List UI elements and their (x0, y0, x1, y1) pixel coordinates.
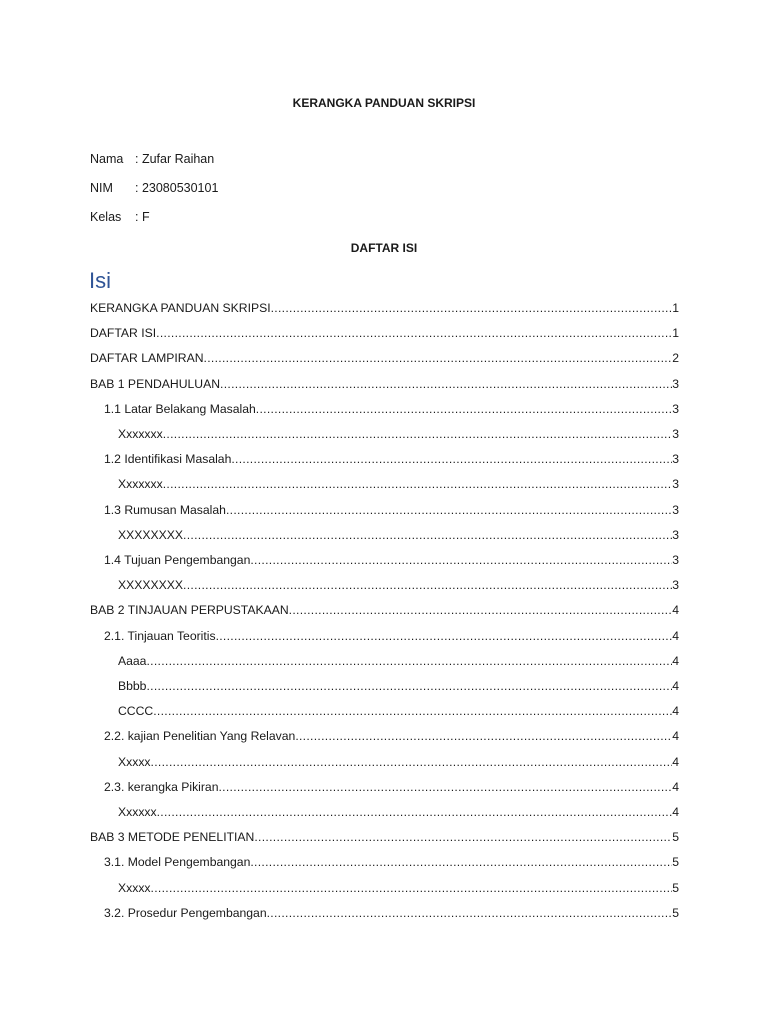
toc-entry-page-number: 2 (672, 351, 679, 366)
toc-entry[interactable] (118, 676, 679, 696)
toc-heading: DAFTAR ISI (350, 241, 418, 255)
toc-dot-leader (156, 323, 672, 343)
toc-entry[interactable] (118, 474, 679, 494)
toc-entry[interactable] (104, 399, 679, 419)
info-label: NIM (90, 181, 113, 195)
toc-entry[interactable] (104, 903, 679, 923)
toc-entry-page-number: 3 (672, 502, 679, 517)
toc-entry-text: BAB 1 PENDAHULUAN (90, 376, 221, 391)
toc-dot-leader (163, 424, 673, 444)
toc-entry[interactable] (90, 600, 679, 620)
toc-dot-leader (295, 726, 672, 746)
info-value: : 23080530101 (135, 181, 219, 195)
toc-entry-text: Aaaa (118, 653, 147, 668)
toc-entry-page-number: 4 (672, 679, 679, 693)
toc-entry-page-number: 3 (672, 553, 679, 567)
toc-entry[interactable] (104, 852, 679, 872)
toc-entry[interactable] (118, 525, 679, 545)
toc-entry[interactable] (104, 626, 679, 646)
toc-entry[interactable] (104, 726, 679, 746)
toc-entry-text: Xxxxx (118, 754, 151, 769)
toc-entry[interactable] (90, 374, 679, 394)
toc-dot-leader (219, 777, 673, 797)
toc-dot-leader (231, 449, 672, 469)
toc-entry-page-number: 5 (672, 880, 679, 895)
toc-entry-text: 1.3 Rumusan Masalah (104, 502, 226, 517)
toc-entry-page-number: 3 (672, 376, 679, 391)
toc-entry-page-number: 3 (672, 401, 679, 416)
info-row-nama (90, 152, 214, 166)
toc-entry-text: XXXXXXXX (118, 578, 184, 593)
toc-entry-page-number: 4 (672, 628, 679, 643)
toc-entry-page-number: 1 (672, 301, 679, 315)
toc-entry-text: Xxxxxx (118, 805, 157, 819)
toc-entry-page-number: 3 (672, 427, 679, 441)
toc-dot-leader (163, 474, 673, 494)
info-row-kelas (90, 210, 150, 224)
toc-dot-leader (289, 600, 673, 620)
toc-entry-text: DAFTAR LAMPIRAN (90, 351, 204, 366)
toc-dot-leader (226, 500, 672, 520)
toc-entry-text: 1.1 Latar Belakang Masalah (104, 401, 256, 416)
toc-entry-page-number: 5 (672, 905, 679, 920)
toc-dot-leader (146, 676, 672, 696)
toc-entry-text: 2.1. Tinjauan Teoritis (104, 628, 216, 643)
toc-entry[interactable] (118, 878, 679, 898)
toc-entry-page-number: 3 (672, 527, 679, 542)
toc-entry-page-number: 5 (672, 855, 679, 870)
toc-dot-leader (183, 525, 672, 545)
toc-entry[interactable] (90, 827, 679, 847)
toc-entry-page-number: 4 (672, 729, 679, 744)
toc-dot-leader (153, 701, 672, 721)
toc-entry-text: XXXXXXXX (118, 527, 184, 542)
toc-entry-text: 2.3. kerangka Pikiran (104, 779, 219, 794)
toc-entry-text: DAFTAR ISI (90, 326, 157, 341)
toc-entry[interactable] (118, 575, 679, 595)
toc-entry-text: 1.4 Tujuan Pengembangan (104, 553, 251, 567)
toc-entry-text: Bbbb (118, 679, 147, 693)
toc-entry-page-number: 3 (672, 578, 679, 593)
toc-entry-text: CCCC (118, 704, 154, 719)
toc-entry-page-number: 4 (672, 754, 679, 769)
toc-entry-page-number: 1 (672, 326, 679, 341)
toc-dot-leader (216, 626, 673, 646)
toc-dot-leader (183, 575, 672, 595)
toc-dot-leader (204, 348, 673, 368)
toc-dot-leader (146, 651, 672, 671)
toc-entry[interactable] (104, 777, 679, 797)
toc-dot-leader (157, 802, 673, 822)
toc-entry-text: KERANGKA PANDUAN SKRIPSI (90, 301, 271, 315)
toc-entry-page-number: 4 (672, 805, 679, 819)
toc-dot-leader (250, 550, 672, 570)
info-label: Nama (90, 152, 124, 166)
toc-entry[interactable] (90, 323, 679, 343)
toc-style-label: Isi (89, 268, 111, 293)
toc-entry-text: 1.2 Identifikasi Masalah (104, 452, 232, 467)
toc-entry[interactable] (104, 449, 679, 469)
toc-entry[interactable] (104, 550, 679, 570)
toc-entry-page-number: 4 (672, 779, 679, 794)
toc-dot-leader (250, 852, 672, 872)
toc-dot-leader (151, 878, 673, 898)
info-value: : Zufar Raihan (135, 152, 215, 166)
info-value: : F (135, 210, 150, 224)
toc-entry-page-number: 3 (672, 452, 679, 467)
toc-entry-page-number: 4 (672, 704, 679, 719)
toc-entry-text: 2.2. kajian Penelitian Yang Relavan (104, 729, 296, 744)
toc-entry-text: BAB 2 TINJAUAN PERPUSTAKAAN (90, 603, 289, 618)
toc-entry[interactable] (104, 500, 679, 520)
toc-dot-leader (151, 752, 673, 772)
toc-entry[interactable] (118, 802, 679, 822)
toc-dot-leader (254, 827, 672, 847)
toc-entry[interactable] (90, 348, 679, 368)
toc-dot-leader (220, 374, 672, 394)
toc-entry[interactable] (118, 651, 679, 671)
toc-entry-text: Xxxxxxx (118, 427, 163, 441)
toc-entry-page-number: 5 (672, 830, 679, 845)
document-title: KERANGKA PANDUAN SKRIPSI (292, 96, 476, 110)
toc-entry[interactable] (118, 752, 679, 772)
toc-entry[interactable] (118, 701, 679, 721)
toc-dot-leader (267, 903, 673, 923)
info-label: Kelas (90, 210, 122, 224)
toc-entry-page-number: 4 (672, 653, 679, 668)
toc-entry-text: 3.1. Model Pengembangan (104, 855, 251, 870)
info-row-nim (90, 181, 218, 195)
toc-entry-text: Xxxxx (118, 880, 151, 895)
toc-entry-text: 3.2. Prosedur Pengembangan (104, 905, 267, 920)
toc-entry-text: BAB 3 METODE PENELITIAN (90, 830, 255, 845)
toc-entry[interactable] (90, 298, 679, 318)
toc-entry-page-number: 3 (672, 477, 679, 492)
toc-entry-text: Xxxxxxx (118, 477, 163, 492)
toc-entry[interactable] (118, 424, 679, 444)
toc-entry-page-number: 4 (672, 603, 679, 618)
toc-dot-leader (271, 298, 673, 318)
toc-dot-leader (256, 399, 672, 419)
